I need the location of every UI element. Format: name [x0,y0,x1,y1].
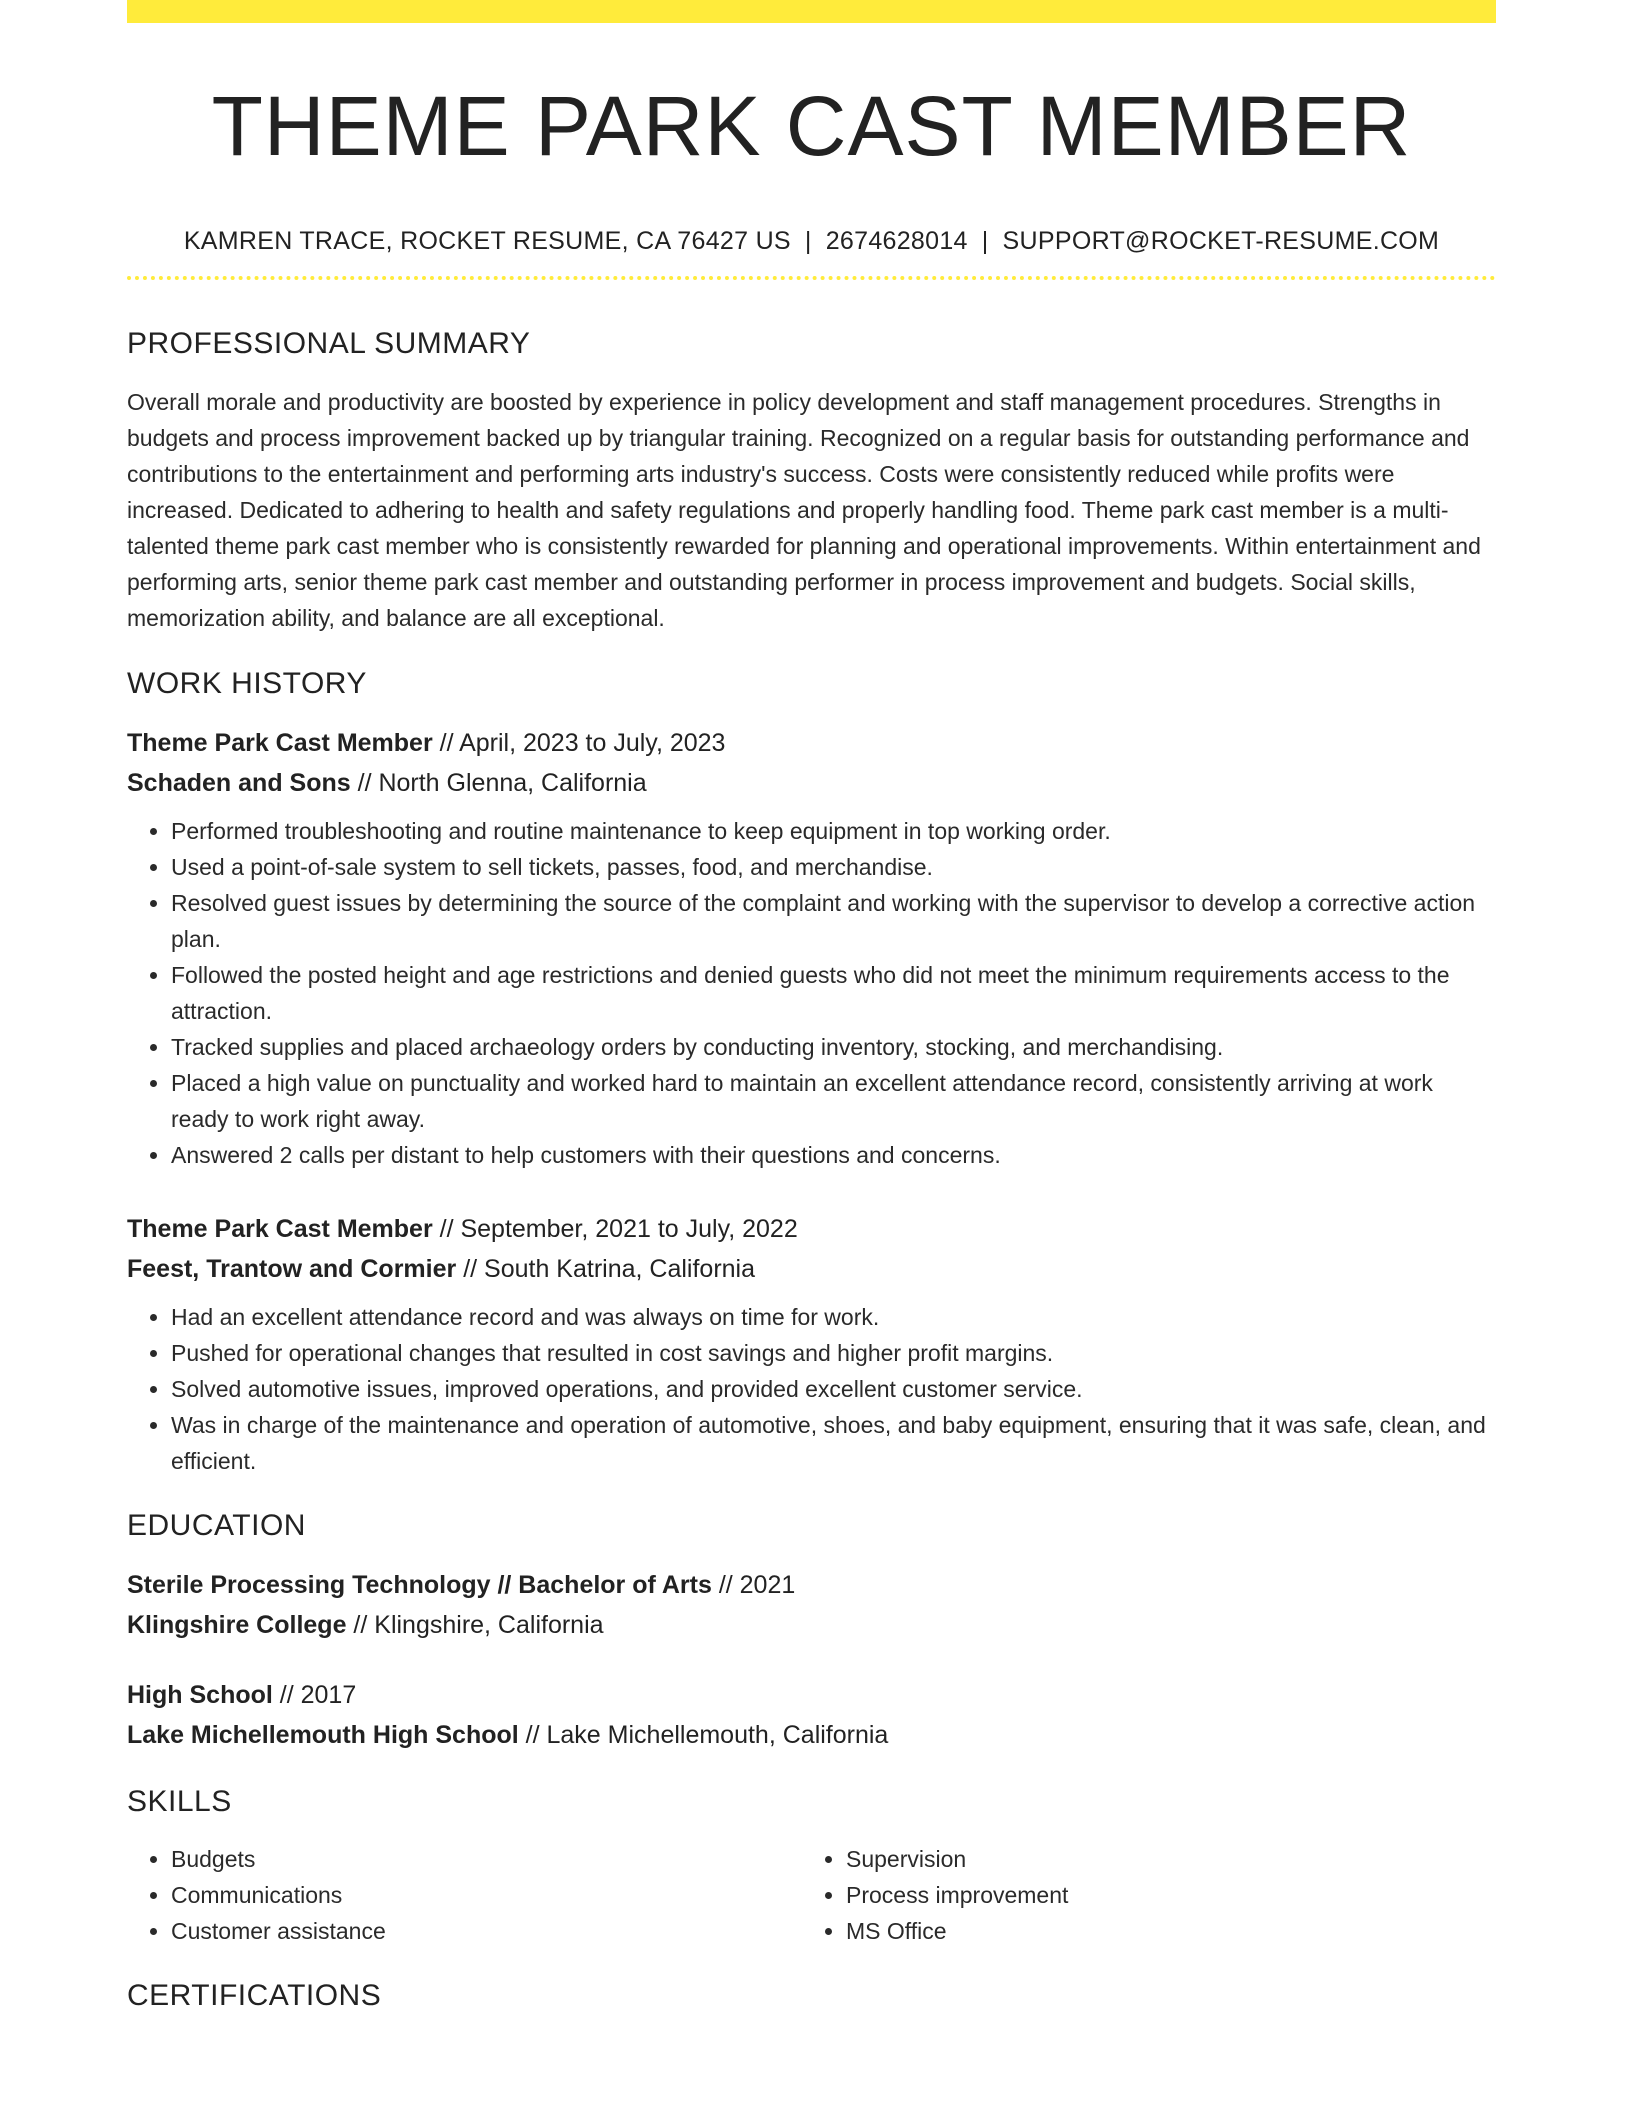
skills-heading: SKILLS [127,1785,232,1818]
job-entry [127,1209,1496,1479]
list-item: • Followed the posted height and age restrictions and denied guests who did not meet the minimum requirements access to the attraction. [171,957,1496,1029]
education-entry [127,1565,1496,1645]
job-title: Theme Park Cast Member [127,729,433,757]
education-degree: High School [127,1681,273,1709]
education-location: // Lake Michellemouth, California [518,1721,889,1749]
job-bullets [127,813,1496,1173]
list-item: • Had an excellent attendance record and was always on time for work. [171,1299,1496,1335]
list-item: • Resolved guest issues by determining the source of the complaint and working with the supervisor to develop a corrective action plan. [171,885,1496,957]
education-degree-line [127,1675,1496,1715]
skills-column-left [127,1841,802,1949]
skill-item: • MS Office [846,1913,1477,1949]
list-item: • Solved automotive issues, improved operations, and provided excellent customer service. [171,1371,1496,1407]
top-accent-bar [127,0,1496,23]
list-item: • Was in charge of the maintenance and operation of automotive, shoes, and baby equipment, ensuring that it was safe, clean, and efficient. [171,1407,1496,1479]
education-year: // 2021 [711,1571,796,1599]
education-year: // 2017 [272,1681,357,1709]
job-title: Theme Park Cast Member [127,1215,433,1243]
list-item: • Placed a high value on punctuality and worked hard to maintain an excellent attendance record, consistently arriving at work ready to work right away. [171,1065,1496,1137]
job-bullets [127,1299,1496,1479]
job-company: Schaden and Sons [127,769,351,797]
skills-column-right [802,1841,1477,1949]
job-title-line [127,1209,1496,1249]
education-degree-line [127,1565,1496,1605]
skill-item: • Customer assistance [171,1913,802,1949]
job-company-line [127,1249,1496,1289]
job-dates: // September, 2021 to July, 2022 [432,1215,798,1243]
resume-page [127,0,1496,2015]
contact-phone: 2674628014 [825,227,968,255]
job-company: Feest, Trantow and Cormier [127,1255,457,1283]
contact-line [127,225,1496,257]
dotted-divider [127,276,1496,280]
education-degree: Sterile Processing Technology // Bachelor of Arts [127,1571,712,1599]
skill-item: • Budgets [171,1841,802,1877]
education-heading: EDUCATION [127,1509,306,1542]
list-item: • Tracked supplies and placed archaeology orders by conducting inventory, stocking, and merchandising. [171,1029,1496,1065]
skill-item: • Communications [171,1877,802,1913]
resume-title: THEME PARK CAST MEMBER [211,79,1412,173]
job-entry [127,723,1496,1173]
contact-email: SUPPORT@ROCKET-RESUME.COM [1002,227,1440,255]
job-location: // North Glenna, California [350,769,647,797]
certifications-heading: CERTIFICATIONS [127,1979,382,2012]
list-item: • Answered 2 calls per distant to help customers with their questions and concerns. [171,1137,1496,1173]
education-school: Klingshire College [127,1611,347,1639]
skill-item: • Supervision [846,1841,1477,1877]
contact-separator: | [981,227,989,255]
summary-heading: PROFESSIONAL SUMMARY [127,327,531,360]
list-item: • Performed troubleshooting and routine maintenance to keep equipment in top working order. [171,813,1496,849]
list-item: • Used a point-of-sale system to sell tickets, passes, food, and merchandise. [171,849,1496,885]
education-location: // Klingshire, California [346,1611,604,1639]
contact-address: KAMREN TRACE, ROCKET RESUME, CA 76427 US [183,227,791,255]
summary-text: Overall morale and productivity are boosted by experience in policy development and staff management procedures. Strengths in budgets and process improvement backed up by triangular training. Recognized on a regular basis for outstanding performance and contributions to the entertainment and performing arts industry's success. Costs were consistently reduced while profits were increased. Dedicated to adhering to health and safety regulations and properly handling food. Theme park cast member is a multi-talented theme park cast member who is consistently rewarded for planning and operational improvements. Within entertainment and performing arts, senior theme park cast member and outstanding performer in process improvement and budgets. Social skills, memorization ability, and balance are all exceptional. [127,389,1481,631]
education-school-line [127,1605,1496,1645]
job-location: // South Katrina, California [456,1255,756,1283]
list-item: • Pushed for operational changes that resulted in cost savings and higher profit margins. [171,1335,1496,1371]
education-school-line [127,1715,1496,1755]
skill-item: • Process improvement [846,1877,1477,1913]
education-school: Lake Michellemouth High School [127,1721,519,1749]
job-dates: // April, 2023 to July, 2023 [432,729,726,757]
contact-separator: | [804,227,812,255]
education-entry [127,1675,1496,1755]
job-title-line [127,723,1496,763]
skills-grid [127,1841,1496,1949]
work-history-heading: WORK HISTORY [127,667,367,700]
job-company-line [127,763,1496,803]
